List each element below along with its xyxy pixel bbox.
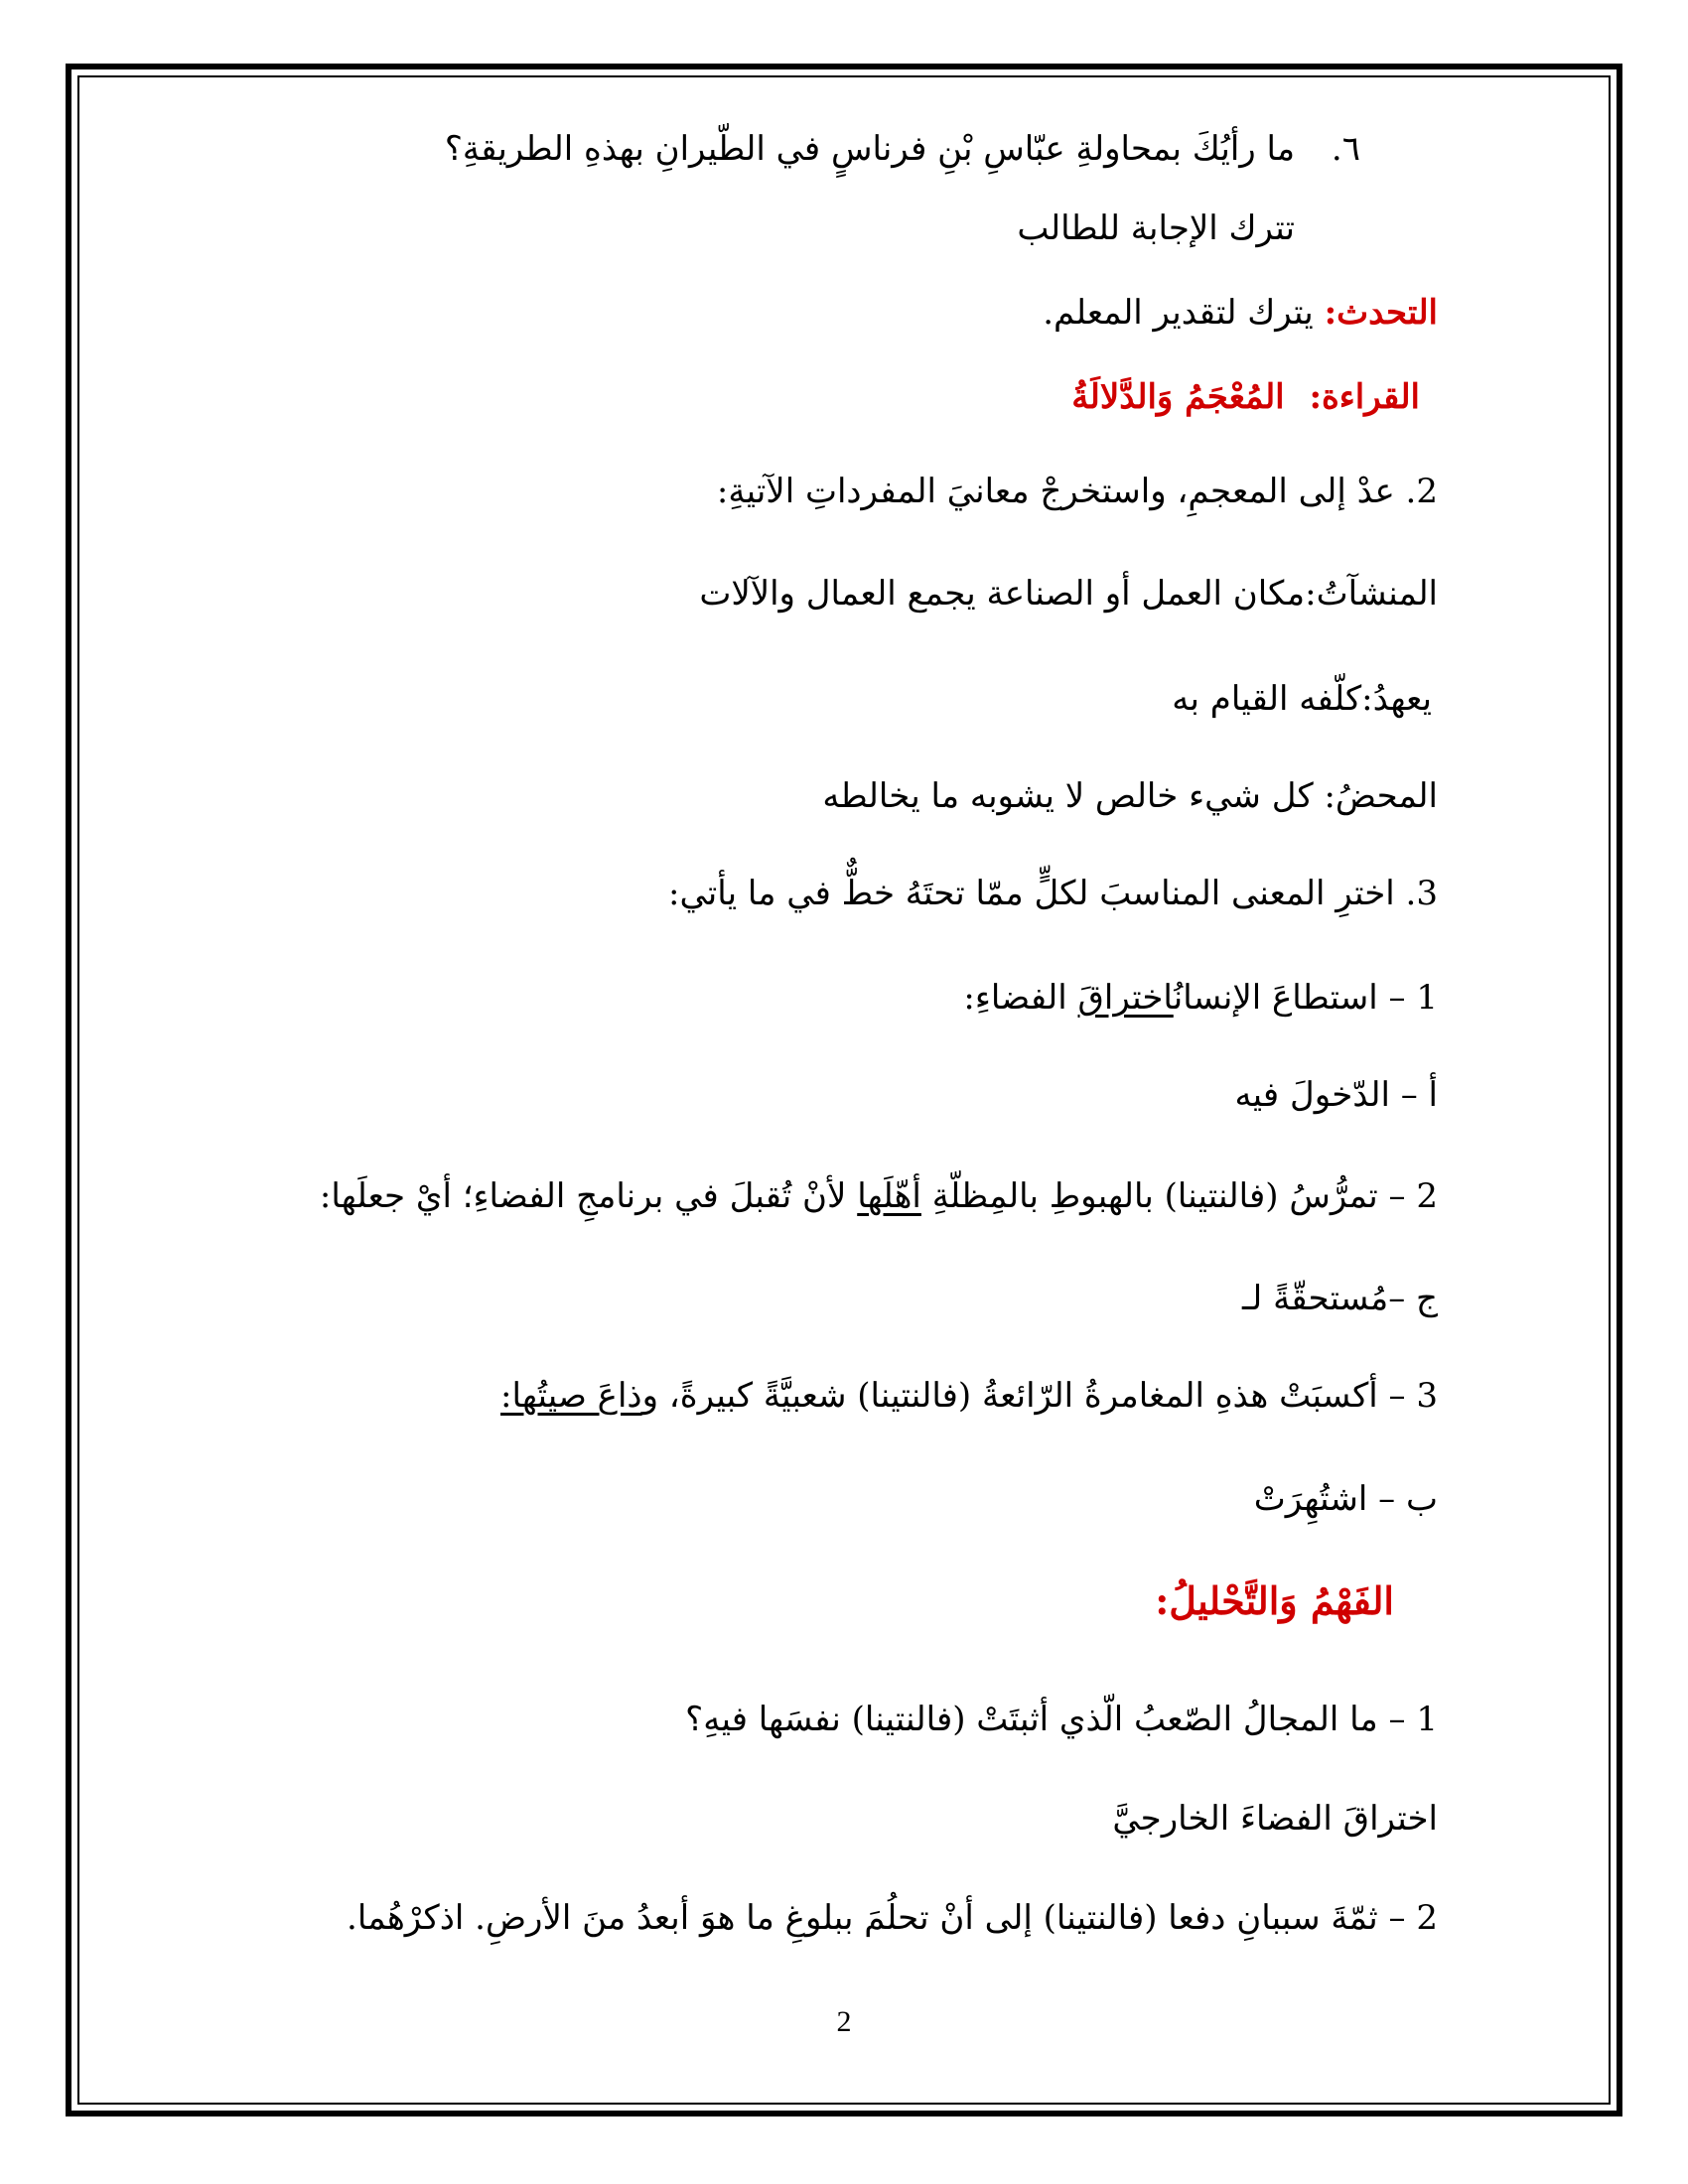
question-6-answer: تترك الإجابة للطالب [1017, 208, 1295, 248]
question-text: ما رأيُكَ بمحاولةِ عبّاسِ بْنِ فرناسٍ في الطّيرانِ بهذهِ الطريقةِ؟ [444, 129, 1296, 169]
item-text: لأنْ تُقبلَ في برنامجِ الفضاءِ؛ أيْ جعلَها: [319, 1176, 858, 1216]
comprehension-question-1: 1 – ما المجالُ الصّعبُ الّذي أثبتَتْ (فالنتينا) نفسَها فيهِ؟ [685, 1700, 1438, 1739]
reading-title: المُعْجَمُ وَالدَّلالَةُ [1071, 377, 1285, 417]
underlined-word: اختراقَ [1077, 978, 1174, 1018]
vocab-item: المحضُ: كل شيء خالص لا يشوبه ما يخالطه [822, 776, 1438, 816]
reading-heading [1071, 377, 1420, 418]
question-6 [445, 129, 1360, 170]
comprehension-answer-1: اختراقَ الفضاءَ الخارجيَّ [1112, 1799, 1438, 1839]
comprehension-heading: الفَهْمُ وَالتَّحْليلُ: [1155, 1578, 1394, 1623]
meaning-item-3 [500, 1376, 1438, 1417]
meaning-instruction: 3. اخترِ المعنى المناسبَ لكلٍّ ممّا تحتَهُ خطٌّ في ما يأتي: [668, 874, 1438, 913]
vocab-item: يعهدُ:كلّفه القيام به [1172, 679, 1432, 719]
meaning-item-2 [320, 1176, 1438, 1217]
underlined-word: ذاعَ صيتُها: [500, 1376, 642, 1416]
item-text: 1 – استطاعَ الإنسانُ [1173, 978, 1438, 1018]
item-text: 2 – تمرُّسُ (فالنتينا) بالهبوطِ بالمِظلّةِ [920, 1176, 1438, 1216]
underlined-word: أهّلَها [857, 1176, 921, 1216]
page-number: 2 [836, 2005, 852, 2038]
question-number: ٦. [1331, 129, 1360, 169]
meaning-answer-1: أ – الدّخولَ فيه [1234, 1075, 1438, 1115]
speaking-text: يترك لتقدير المعلم. [1043, 293, 1314, 333]
speaking-label: التحدث: [1324, 293, 1438, 333]
reading-label: القراءة: [1309, 377, 1420, 417]
item-text: الفضاءِ: [963, 978, 1078, 1018]
vocab-item: المنشآتُ:مكان العمل أو الصناعة يجمع العمال والآلات [699, 574, 1438, 614]
item-text: 3 – أكسبَتْ هذهِ المغامرةُ الرّائعةُ (فالنتينا) شعبيَّةً كبيرةً، و [641, 1376, 1438, 1416]
meaning-answer-3: ب – اشتُهِرَتْ [1253, 1479, 1438, 1519]
speaking-line [1043, 293, 1438, 334]
meaning-item-1 [963, 978, 1438, 1019]
meaning-answer-2: ج –مُستحقّةً لـ [1241, 1279, 1438, 1318]
comprehension-question-2: 2 – ثمّةَ سببانِ دفعا (فالنتينا) إلى أنْ تحلُمَ ببلوغِ ما هوَ أبعدُ منَ الأرضِ. اذكرْهُما. [347, 1898, 1438, 1938]
vocab-instruction: 2. عدْ إلى المعجمِ، واستخرجْ معانيَ المفرداتِ الآتيةِ: [716, 472, 1438, 511]
